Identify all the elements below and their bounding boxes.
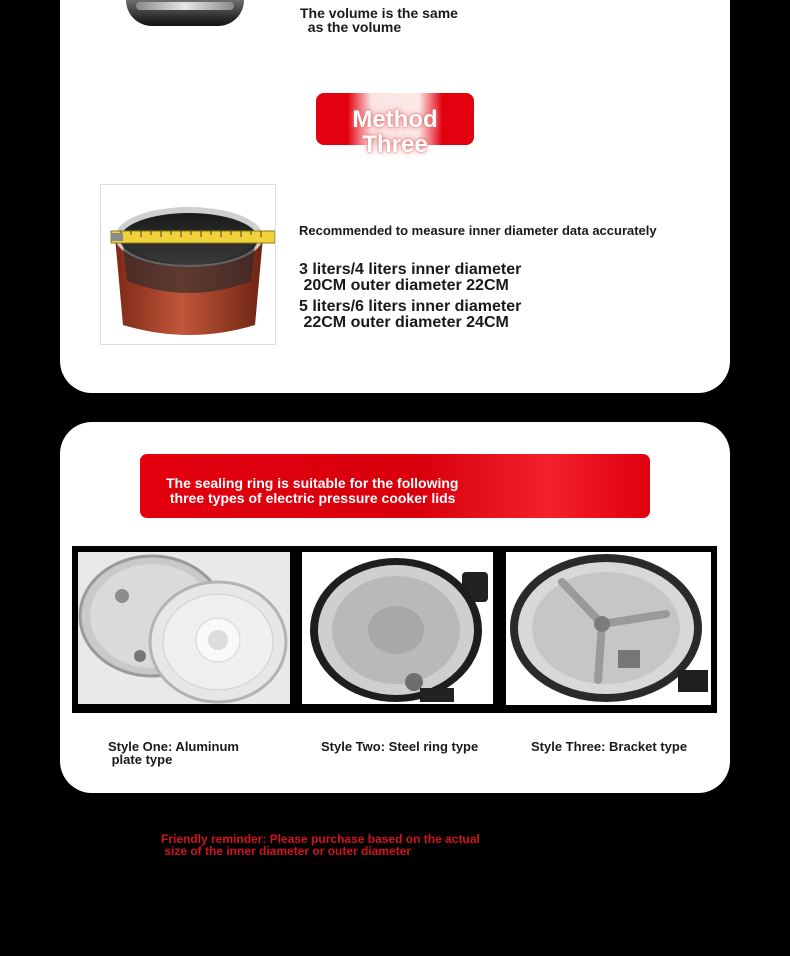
inner-pot-measure-image bbox=[100, 184, 276, 345]
method-three-label: Method Three bbox=[352, 106, 438, 158]
method-three-card bbox=[60, 0, 730, 393]
style-one-caption: Style One: Aluminum plate type bbox=[108, 739, 239, 767]
aluminum-lid-icon bbox=[78, 552, 290, 704]
lid-gallery bbox=[72, 546, 717, 713]
size-spec-5-6-liters: 5 liters/6 liters inner diameter 22CM outer diameter 24CM bbox=[299, 298, 522, 331]
method-three-badge bbox=[316, 93, 474, 158]
steel-ring-lid-image bbox=[302, 552, 493, 704]
purchase-reminder: Friendly reminder: Please purchase based on the actual size of the inner diameter or outer diameter bbox=[161, 832, 480, 858]
lid-types-card bbox=[60, 422, 730, 793]
steel-ring-lid-icon bbox=[302, 552, 493, 704]
style-two-caption: Style Two: Steel ring type bbox=[321, 739, 479, 754]
suitability-banner-text: The sealing ring is suitable for the following three types of electric pressure cooker lids bbox=[166, 475, 459, 506]
bracket-lid-icon bbox=[506, 552, 711, 705]
inner-pot-icon bbox=[101, 185, 276, 345]
volume-note: The volume is the same as the volume bbox=[300, 5, 458, 35]
style-three-caption: Style Three: Bracket type bbox=[531, 739, 688, 754]
aluminum-plate-lid-image bbox=[78, 552, 290, 704]
size-spec-3-4-liters: 3 liters/4 liters inner diameter 20CM outer diameter 22CM bbox=[299, 261, 522, 294]
suitability-banner bbox=[140, 454, 650, 518]
measure-recommendation: Recommended to measure inner diameter data accurately bbox=[299, 223, 657, 238]
cooker-image bbox=[126, 0, 244, 26]
bracket-lid-image bbox=[506, 552, 711, 705]
